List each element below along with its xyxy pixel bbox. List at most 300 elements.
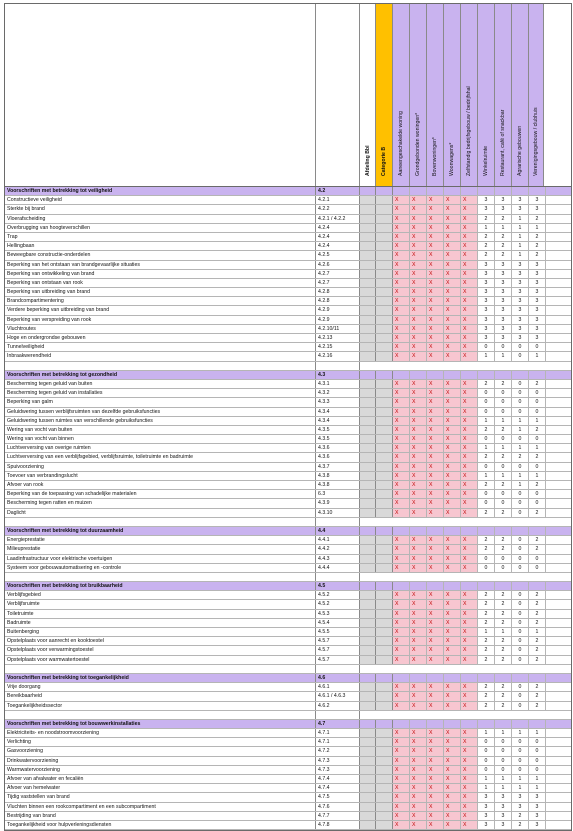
- row-article: 4.3.8: [316, 472, 360, 480]
- applies-mark: X: [427, 757, 444, 765]
- categorie-cell: [376, 270, 393, 278]
- table-row: [5, 279, 571, 288]
- applies-mark: X: [461, 380, 478, 388]
- row-article: 4.7.8: [316, 821, 360, 829]
- level-value: 3: [495, 270, 512, 278]
- afdeling-cell: [360, 316, 376, 324]
- level-value: 0: [478, 490, 495, 498]
- row-label: Overbrugging van hoogteverschillen: [5, 224, 316, 232]
- empty-cell: [529, 582, 546, 590]
- level-value: 2: [512, 453, 529, 461]
- applies-mark: X: [427, 288, 444, 296]
- level-value: 2: [478, 481, 495, 489]
- applies-mark: X: [410, 591, 427, 599]
- row-article: 4.2.8: [316, 297, 360, 305]
- categorie-cell: [376, 646, 393, 654]
- empty-cell: [393, 527, 410, 535]
- level-value: 3: [478, 270, 495, 278]
- empty-cell: [444, 674, 461, 682]
- applies-mark: X: [410, 297, 427, 305]
- applies-mark: X: [410, 766, 427, 774]
- row-article: 4.7.5: [316, 793, 360, 801]
- empty-cell: [529, 187, 546, 195]
- applies-mark: X: [444, 316, 461, 324]
- applies-mark: X: [427, 463, 444, 471]
- level-value: 2: [495, 646, 512, 654]
- row-article: 4.5.7: [316, 637, 360, 645]
- applies-mark: X: [461, 435, 478, 443]
- applies-mark: X: [461, 224, 478, 232]
- level-value: 1: [529, 628, 546, 636]
- applies-mark: X: [444, 325, 461, 333]
- table-row: [5, 766, 571, 775]
- row-article: 4.3.9: [316, 499, 360, 507]
- applies-mark: X: [410, 463, 427, 471]
- applies-mark: X: [393, 242, 410, 250]
- level-value: 2: [495, 600, 512, 608]
- afdeling-cell: [360, 757, 376, 765]
- applies-mark: X: [393, 490, 410, 498]
- applies-mark: X: [393, 316, 410, 324]
- level-value: 0: [495, 343, 512, 351]
- afdeling-cell: [360, 812, 376, 820]
- level-value: 0: [478, 499, 495, 507]
- applies-mark: X: [393, 325, 410, 333]
- applies-mark: X: [427, 656, 444, 664]
- applies-mark: X: [393, 766, 410, 774]
- level-value: 3: [495, 821, 512, 829]
- applies-mark: X: [427, 555, 444, 563]
- applies-mark: X: [444, 702, 461, 710]
- applies-mark: X: [461, 509, 478, 517]
- table-row: [5, 821, 571, 830]
- applies-mark: X: [461, 196, 478, 204]
- level-value: 2: [478, 251, 495, 259]
- header-use-x-3: [444, 4, 461, 186]
- applies-mark: X: [461, 205, 478, 213]
- applies-mark: X: [444, 343, 461, 351]
- applies-mark: X: [410, 288, 427, 296]
- applies-mark: X: [444, 251, 461, 259]
- level-value: 0: [512, 656, 529, 664]
- row-label: Wering van vocht van binnen: [5, 435, 316, 443]
- categorie-cell: [376, 564, 393, 572]
- applies-mark: X: [393, 196, 410, 204]
- spacer-row: [5, 573, 571, 582]
- applies-mark: X: [393, 747, 410, 755]
- level-value: 0: [512, 545, 529, 553]
- row-label: Verblijfsruimte: [5, 600, 316, 608]
- applies-mark: X: [393, 646, 410, 654]
- afdeling-cell: [360, 389, 376, 397]
- row-label: Energieprestatie: [5, 536, 316, 544]
- row-label: Beperking van het ontstaan van brandgevaarlijke situaties: [5, 261, 316, 269]
- applies-mark: X: [427, 224, 444, 232]
- empty-cell: [529, 527, 546, 535]
- empty-cell: [529, 720, 546, 728]
- level-value: 0: [529, 408, 546, 416]
- applies-mark: X: [393, 481, 410, 489]
- level-value: 1: [529, 444, 546, 452]
- table-row: [5, 196, 571, 205]
- applies-mark: X: [393, 408, 410, 416]
- row-label: Elektriciteits- en noodstroomvoorziening: [5, 729, 316, 737]
- applies-mark: X: [427, 453, 444, 461]
- level-value: 2: [495, 545, 512, 553]
- applies-mark: X: [427, 297, 444, 305]
- level-value: 2: [529, 702, 546, 710]
- level-value: 3: [478, 288, 495, 296]
- level-value: 0: [529, 747, 546, 755]
- empty-cell: [529, 674, 546, 682]
- applies-mark: X: [393, 343, 410, 351]
- empty-cell: [478, 187, 495, 195]
- level-value: 3: [512, 306, 529, 314]
- applies-mark: X: [427, 628, 444, 636]
- applies-mark: X: [444, 600, 461, 608]
- level-value: 3: [529, 793, 546, 801]
- row-label: Luchtverversing van een verblijfsgebied, verblijfsruimte, toiletruimte en badruimte: [5, 453, 316, 461]
- empty-cell: [444, 720, 461, 728]
- categorie-cell: [376, 738, 393, 746]
- empty-cell: [478, 720, 495, 728]
- applies-mark: X: [461, 463, 478, 471]
- afdeling-cell: [360, 444, 376, 452]
- categorie-cell: [376, 380, 393, 388]
- categorie-cell: [376, 720, 393, 728]
- header-label-column: [5, 4, 316, 186]
- level-value: 0: [529, 757, 546, 765]
- row-article: 4.3.5: [316, 435, 360, 443]
- level-value: 1: [512, 417, 529, 425]
- level-value: 3: [495, 297, 512, 305]
- header-use-x-4: [461, 4, 478, 186]
- row-label: Badruimte: [5, 619, 316, 627]
- applies-mark: X: [427, 408, 444, 416]
- afdeling-cell: [360, 702, 376, 710]
- applies-mark: X: [427, 766, 444, 774]
- level-value: 0: [478, 738, 495, 746]
- categorie-cell: [376, 435, 393, 443]
- applies-mark: X: [393, 215, 410, 223]
- level-value: 3: [478, 261, 495, 269]
- table-row: [5, 380, 571, 389]
- applies-mark: X: [393, 803, 410, 811]
- categorie-cell: [376, 389, 393, 397]
- applies-mark: X: [410, 389, 427, 397]
- applies-mark: X: [444, 224, 461, 232]
- spacer-cell: [316, 573, 360, 581]
- applies-mark: X: [444, 803, 461, 811]
- applies-mark: X: [461, 444, 478, 452]
- afdeling-cell: [360, 224, 376, 232]
- level-value: 0: [478, 343, 495, 351]
- level-value: 1: [512, 444, 529, 452]
- table-row: [5, 591, 571, 600]
- applies-mark: X: [427, 444, 444, 452]
- level-value: 0: [512, 766, 529, 774]
- row-article: 4.3.10: [316, 509, 360, 517]
- table-row: [5, 628, 571, 637]
- table-row: [5, 270, 571, 279]
- applies-mark: X: [393, 619, 410, 627]
- table-row: [5, 646, 571, 655]
- level-value: 1: [478, 224, 495, 232]
- categorie-cell: [376, 233, 393, 241]
- applies-mark: X: [393, 306, 410, 314]
- categorie-cell: [376, 619, 393, 627]
- table-row: [5, 481, 571, 490]
- row-article: 4.7.1: [316, 729, 360, 737]
- row-label: Vluchtroutes: [5, 325, 316, 333]
- level-value: 0: [512, 408, 529, 416]
- applies-mark: X: [393, 426, 410, 434]
- level-value: 3: [529, 288, 546, 296]
- level-value: 2: [478, 215, 495, 223]
- level-value: 0: [529, 499, 546, 507]
- empty-cell: [393, 371, 410, 379]
- level-value: 2: [529, 619, 546, 627]
- row-label: Beperking van galm: [5, 398, 316, 406]
- level-value: 1: [512, 224, 529, 232]
- header-use-n-0-label: Winkelruimte: [483, 146, 489, 176]
- level-value: 3: [478, 279, 495, 287]
- spacer-cell: [5, 665, 316, 673]
- applies-mark: X: [410, 536, 427, 544]
- level-value: 2: [529, 242, 546, 250]
- afdeling-cell: [360, 380, 376, 388]
- empty-cell: [427, 371, 444, 379]
- level-value: 0: [495, 499, 512, 507]
- row-article: 4.3.3: [316, 398, 360, 406]
- header-use-x-1-label: Grondgebonden woningen*: [415, 112, 421, 176]
- header-use-n-1: [495, 4, 512, 186]
- afdeling-cell: [360, 600, 376, 608]
- row-article: 4.2.9: [316, 316, 360, 324]
- row-label: Afvoer van hemelwater: [5, 784, 316, 792]
- level-value: 0: [495, 747, 512, 755]
- level-value: 1: [495, 224, 512, 232]
- spacer-row: [5, 665, 571, 674]
- level-value: 2: [529, 251, 546, 259]
- applies-mark: X: [427, 564, 444, 572]
- table-row: [5, 435, 571, 444]
- row-label: Toiletruimte: [5, 610, 316, 618]
- applies-mark: X: [444, 242, 461, 250]
- afdeling-cell: [360, 215, 376, 223]
- level-value: 1: [495, 729, 512, 737]
- afdeling-cell: [360, 821, 376, 829]
- afdeling-cell: [360, 463, 376, 471]
- empty-cell: [495, 720, 512, 728]
- level-value: 2: [478, 545, 495, 553]
- row-article: 4.7.7: [316, 812, 360, 820]
- categorie-cell: [376, 821, 393, 829]
- empty-cell: [478, 674, 495, 682]
- applies-mark: X: [444, 619, 461, 627]
- applies-mark: X: [444, 766, 461, 774]
- applies-mark: X: [393, 628, 410, 636]
- table-row: [5, 334, 571, 343]
- table-row: [5, 288, 571, 297]
- applies-mark: X: [410, 600, 427, 608]
- afdeling-cell: [360, 610, 376, 618]
- empty-cell: [427, 527, 444, 535]
- empty-cell: [461, 674, 478, 682]
- applies-mark: X: [393, 821, 410, 829]
- empty-cell: [427, 720, 444, 728]
- applies-mark: X: [410, 316, 427, 324]
- applies-mark: X: [410, 242, 427, 250]
- applies-mark: X: [461, 242, 478, 250]
- header-use-n-0: [478, 4, 495, 186]
- empty-cell: [427, 582, 444, 590]
- row-label: Toevoer van verbrandingslucht: [5, 472, 316, 480]
- empty-cell: [461, 371, 478, 379]
- row-label: Afvoer van afvalwater en fecaliën: [5, 775, 316, 783]
- level-value: 2: [529, 591, 546, 599]
- applies-mark: X: [444, 738, 461, 746]
- applies-mark: X: [461, 683, 478, 691]
- level-value: 3: [529, 205, 546, 213]
- applies-mark: X: [427, 472, 444, 480]
- afdeling-cell: [360, 582, 376, 590]
- applies-mark: X: [410, 251, 427, 259]
- level-value: 3: [529, 821, 546, 829]
- table-row: [5, 738, 571, 747]
- row-article: 4.5.4: [316, 619, 360, 627]
- applies-mark: X: [427, 619, 444, 627]
- afdeling-cell: [360, 747, 376, 755]
- section-row: [5, 720, 571, 729]
- row-article: 4.7.2: [316, 747, 360, 755]
- afdeling-cell: [360, 729, 376, 737]
- empty-cell: [495, 187, 512, 195]
- level-value: 1: [478, 784, 495, 792]
- categorie-cell: [376, 426, 393, 434]
- afdeling-cell: [360, 334, 376, 342]
- afdeling-cell: [360, 720, 376, 728]
- applies-mark: X: [444, 747, 461, 755]
- level-value: 1: [478, 729, 495, 737]
- categorie-cell: [376, 527, 393, 535]
- applies-mark: X: [410, 656, 427, 664]
- applies-mark: X: [393, 270, 410, 278]
- applies-mark: X: [427, 279, 444, 287]
- applies-mark: X: [444, 591, 461, 599]
- row-article: 4.5.7: [316, 646, 360, 654]
- categorie-cell: [376, 555, 393, 563]
- level-value: 3: [478, 306, 495, 314]
- applies-mark: X: [410, 490, 427, 498]
- afdeling-cell: [360, 646, 376, 654]
- table-row: [5, 463, 571, 472]
- level-value: 3: [478, 793, 495, 801]
- level-value: 0: [512, 747, 529, 755]
- categorie-cell: [376, 306, 393, 314]
- section-article: 4.7: [316, 720, 360, 728]
- row-article: 4.5.2: [316, 591, 360, 599]
- row-article: 4.2.4: [316, 233, 360, 241]
- row-label: Beperking van verspreiding van rook: [5, 316, 316, 324]
- applies-mark: X: [444, 435, 461, 443]
- applies-mark: X: [393, 463, 410, 471]
- applies-mark: X: [410, 325, 427, 333]
- applies-mark: X: [393, 224, 410, 232]
- applies-mark: X: [461, 472, 478, 480]
- empty-cell: [461, 582, 478, 590]
- applies-mark: X: [393, 444, 410, 452]
- level-value: 0: [512, 398, 529, 406]
- level-value: 2: [478, 426, 495, 434]
- table-row: [5, 242, 571, 251]
- empty-cell: [444, 527, 461, 535]
- categorie-cell: [376, 453, 393, 461]
- applies-mark: X: [410, 444, 427, 452]
- level-value: 0: [529, 343, 546, 351]
- header-use-n-3: [529, 4, 544, 186]
- applies-mark: X: [444, 334, 461, 342]
- level-value: 0: [512, 757, 529, 765]
- applies-mark: X: [461, 297, 478, 305]
- level-value: 2: [529, 610, 546, 618]
- row-label: Trap: [5, 233, 316, 241]
- level-value: 3: [478, 196, 495, 204]
- level-value: 0: [495, 398, 512, 406]
- empty-cell: [444, 582, 461, 590]
- spacer-row: [5, 518, 571, 527]
- applies-mark: X: [427, 821, 444, 829]
- afdeling-cell: [360, 297, 376, 305]
- applies-mark: X: [427, 270, 444, 278]
- spacer-cell: [316, 362, 360, 370]
- empty-cell: [461, 187, 478, 195]
- applies-mark: X: [410, 398, 427, 406]
- categorie-cell: [376, 610, 393, 618]
- applies-mark: X: [444, 775, 461, 783]
- row-article: 4.7.6: [316, 803, 360, 811]
- applies-mark: X: [444, 398, 461, 406]
- table-row: [5, 205, 571, 214]
- applies-mark: X: [461, 803, 478, 811]
- header-article-column: [316, 4, 360, 186]
- afdeling-cell: [360, 205, 376, 213]
- row-label: Bescherming tegen geluid van buiten: [5, 380, 316, 388]
- row-article: 4.2.5: [316, 251, 360, 259]
- level-value: 2: [529, 380, 546, 388]
- empty-cell: [512, 674, 529, 682]
- categorie-cell: [376, 187, 393, 195]
- row-label: Buitenberging: [5, 628, 316, 636]
- section-article: 4.5: [316, 582, 360, 590]
- section-article: 4.4: [316, 527, 360, 535]
- applies-mark: X: [444, 536, 461, 544]
- row-label: Geluidwering tussen ruimtes van verschillende gebruiksfuncties: [5, 417, 316, 425]
- categorie-cell: [376, 463, 393, 471]
- afdeling-cell: [360, 683, 376, 691]
- categorie-cell: [376, 766, 393, 774]
- spacer-cell: [316, 665, 360, 673]
- applies-mark: X: [410, 352, 427, 360]
- row-article: 4.7.4: [316, 784, 360, 792]
- level-value: 2: [478, 637, 495, 645]
- applies-mark: X: [461, 738, 478, 746]
- requirements-table: [4, 3, 572, 831]
- applies-mark: X: [410, 499, 427, 507]
- level-value: 1: [478, 775, 495, 783]
- row-article: 4.7.4: [316, 775, 360, 783]
- applies-mark: X: [444, 215, 461, 223]
